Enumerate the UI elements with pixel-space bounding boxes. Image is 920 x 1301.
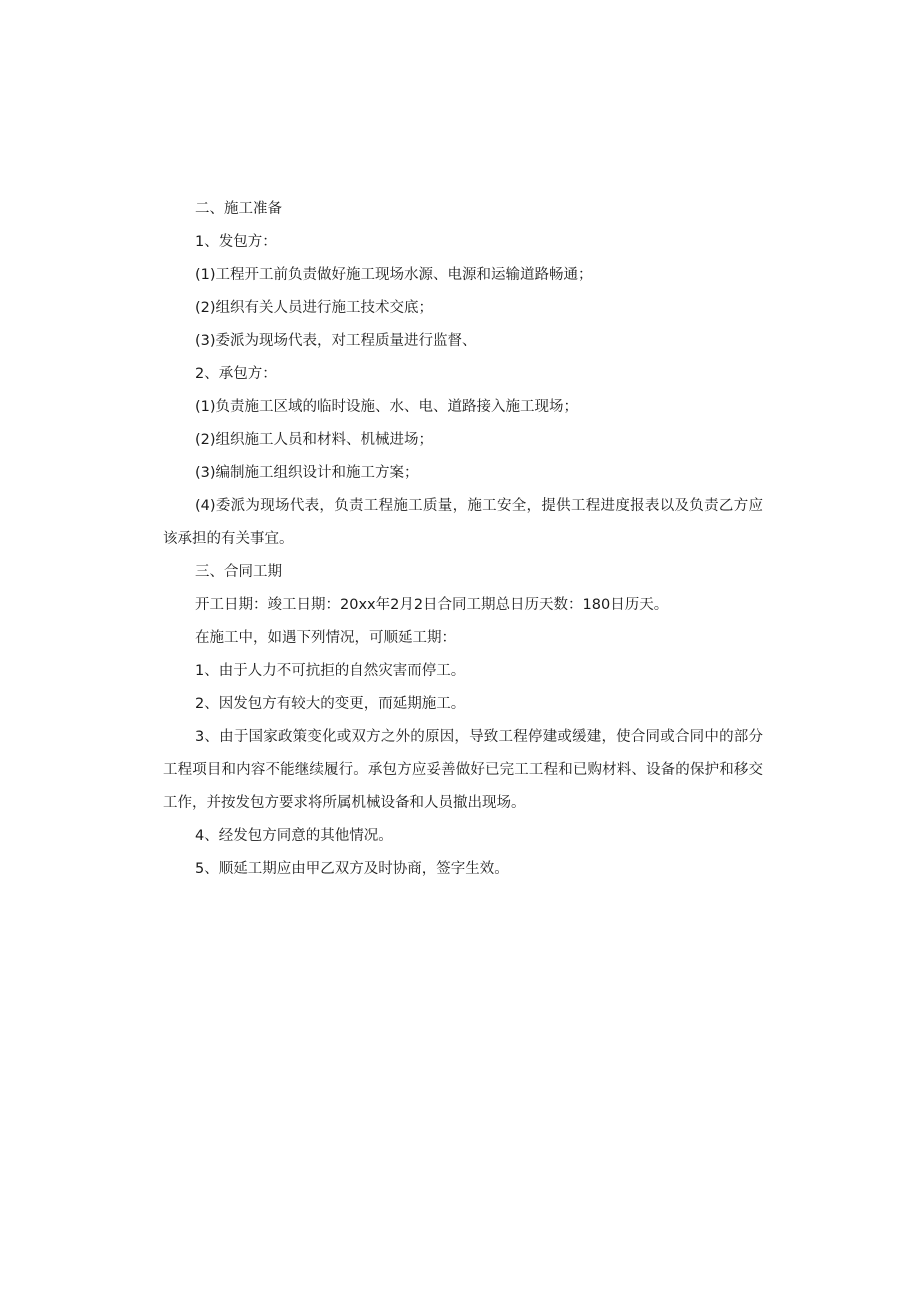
contractor-item-1: (1)负责施工区域的临时设施、水、电、道路接入施工现场； (195, 399, 579, 415)
section-heading-contract-period: 三、合同工期 (195, 564, 282, 580)
section-heading-construction-prep: 二、施工准备 (195, 201, 282, 217)
employer-item-3: (3)委派为现场代表，对工程质量进行监督、 (195, 333, 477, 349)
subheading-contractor: 2、承包方： (195, 366, 277, 382)
extension-conditions-intro: 在施工中，如遇下列情况，可顺延工期： (195, 630, 456, 646)
contractor-item-3: (3)编制施工组织设计和施工方案； (195, 465, 419, 481)
document-body (163, 193, 763, 886)
extension-item-5: 5、顺延工期应由甲乙双方及时协商，签字生效。 (195, 861, 509, 877)
extension-item-4: 4、经发包方同意的其他情况。 (195, 828, 393, 844)
extension-item-2: 2、因发包方有较大的变更，而延期施工。 (195, 696, 466, 712)
contractor-item-4: (4)委派为现场代表，负责工程施工质量，施工安全，提供工程进度报表以及负责乙方应该承担的有关事宜。 (163, 498, 763, 547)
start-completion-dates: 开工日期：竣工日期：20xx年2月2日合同工期总日历天数：180日历天。 (195, 597, 669, 613)
employer-item-1: (1)工程开工前负责做好施工现场水源、电源和运输道路畅通； (195, 267, 593, 283)
extension-item-1: 1、由于人力不可抗拒的自然灾害而停工。 (195, 663, 466, 679)
contractor-item-2: (2)组织施工人员和材料、机械进场； (195, 432, 434, 448)
extension-item-3: 3、由于国家政策变化或双方之外的原因，导致工程停建或缓建，使合同或合同中的部分工程项目和内容不能继续履行。承包方应妥善做好已完工工程和已购材料、设备的保护和移交工作，并按发包方要求将所属机械设备和人员撤出现场。 (163, 729, 763, 811)
subheading-employer: 1、发包方： (195, 234, 277, 250)
employer-item-2: (2)组织有关人员进行施工技术交底； (195, 300, 434, 316)
